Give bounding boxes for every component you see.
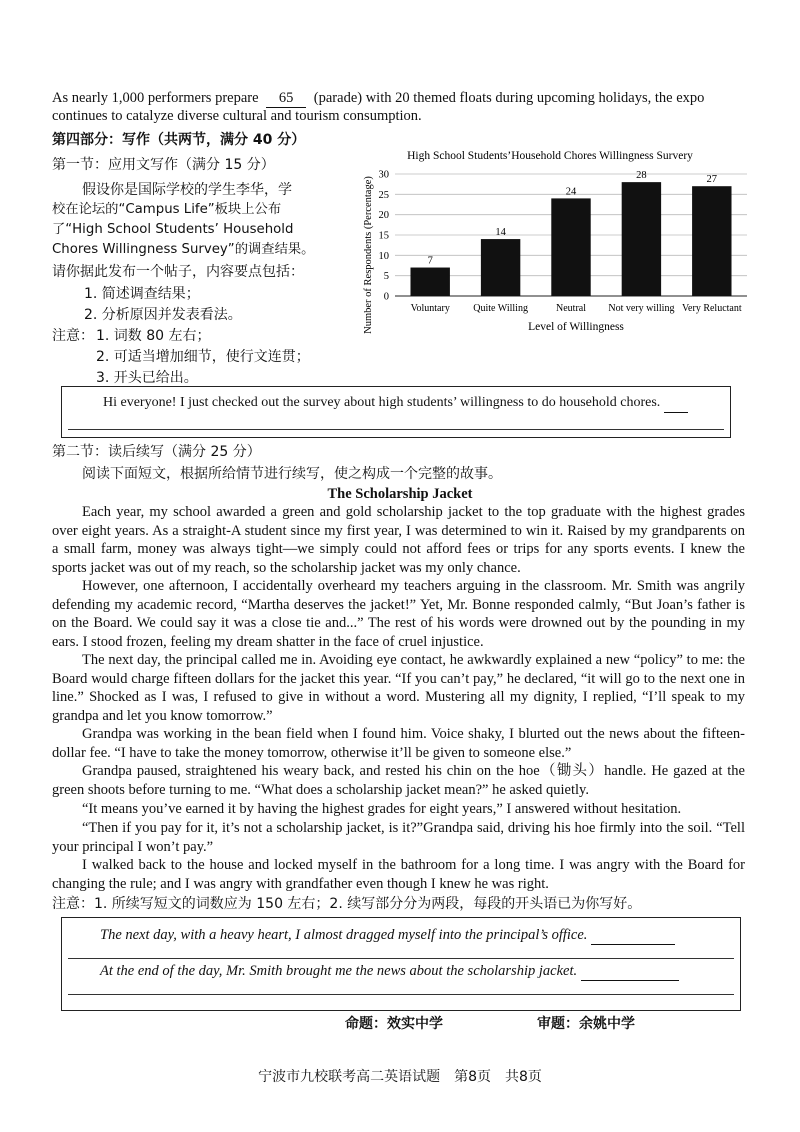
story-paragraph-8: I walked back to the house and locked myself in the bathroom for a long time. I was angry with the Board for changing the rule; and I was angry with grandfather even though I knew he was right. [52,857,745,892]
story-paragraph-7: “Then if you pay for it, it’s not a scholarship jacket, is it?”Grandpa said, driving his hoe firmly into the soil. “Tell your principal I won’t pay.” [52,820,745,855]
chart-data-label: 7 [427,255,433,267]
continuation-1-text: The next day, with a heavy heart, I almost dragged myself into the principal’s office. [100,927,588,943]
answer-blank [266,89,306,108]
chart-x-axis-label: Level of Willingness [528,321,624,333]
chart-y-tick-label: 30 [378,169,389,181]
intro-text-after: (parade) with 20 themed floats during upcoming holidays, the expo [313,90,705,106]
chart-y-tick-label: 20 [378,210,389,222]
intro-text-before: As nearly 1,000 performers prepare [52,90,259,106]
chart-bar [481,239,520,296]
point-2: 2. 分析原因并发表看法。 [84,307,242,323]
reviewer-credit: 审题：余姚中学 [537,1016,635,1032]
intro-line-2: continues to catalyze diverse cultural and tourism consumption. [52,108,422,124]
answer-rule-3 [68,994,734,995]
chart-x-tick-label: Very Reluctant [681,303,742,314]
chart-y-tick-label: 25 [378,189,389,201]
answer-rule-1 [68,429,724,430]
point-1: 1. 简述调查结果； [84,286,200,302]
answer-start-blank [664,394,688,413]
chart-data-label: 27 [706,174,718,186]
story-paragraph-5: Grandpa paused, straightened his weary back, and rested his chin on the hoe（锄头）handle. He gazed at the green shoots before turning to me. “What does a scholarship jacket mean?” he asked quietly. [52,763,745,798]
chart-y-tick-label: 0 [383,291,389,303]
writing-answer-box-2[interactable] [61,917,741,1011]
chart-x-tick-label: Quite Willing [473,303,528,314]
setter-credit: 命题：效实中学 [345,1016,443,1032]
story-title: The Scholarship Jacket [327,486,473,502]
note-1: 1. 词数 80 左右； [96,328,211,344]
continuation-1-blank [591,926,675,945]
chart-y-tick-label: 10 [378,250,389,262]
task-line-4: Chores Willingness Survey”的调查结果。 [52,242,315,257]
section2-notes: 注意：1. 所续写短文的词数应为 150 左右；2. 续写部分分为两段，每段的开头语已为你写好。 [52,896,642,912]
chart-x-ticks [411,303,742,314]
chart-bar [692,186,731,296]
chart-data-label: 24 [565,186,577,198]
chart-x-tick-label: Voluntary [410,303,450,314]
section2-instruction: 阅读下面短文，根据所给情节进行续写，使之构成一个完整的故事。 [82,466,502,482]
chart-bars [410,182,731,296]
survey-bar-chart [355,140,755,340]
story-paragraph-3: The next day, the principal called me in. Avoiding eye contact, he awkwardly explained a new “policy” to me: the Board would charge fifteen dollars for the jacket this year. “If you can’t pay,” he declared, “it will go to the next one in line.” Shocked as I was, I refused to give in without a word. Mustering all my dignity, I replied, “I’ll speak to my grandpa and let you know tomorrow.” [52,652,745,724]
story-paragraph-4: Grandpa was working in the bean field when I found him. Voice shaky, I blurted out the news about the fifteen-dollar fee. “I have to take the money tomorrow, otherwise it’ll be given to someone else.” [52,726,745,761]
continuation-2-blank [581,962,679,981]
chart-title: High School Students’Household Chores Willingness Survery [407,150,693,162]
note-3: 3. 开头已给出。 [96,370,198,386]
chart-x-tick-label: Not very willing [608,303,675,314]
continuation-line-1 [100,926,675,945]
story-paragraph-1: Each year, my school awarded a green and gold scholarship jacket to the top graduate with the highest grades over eight years. As a straight-A student since my first year, I was determined to win it. Raised by my grandparents on a small farm, money was always tight—we simply could not afford fees or trips for any sports events. I knew the sports jacket was out of my reach, so the scholarship jacket was my only chance. [52,504,745,576]
answer-rule-2 [68,958,734,959]
answer-start-text: Hi everyone! I just checked out the survey about high students’ willingness to do household chores. [103,395,661,410]
section2-heading: 第二节：读后续写（满分 25 分） [52,444,261,460]
continuation-2-text: At the end of the day, Mr. Smith brought me the news about the scholarship jacket. [100,963,578,979]
chart-y-ticks [379,170,390,303]
answer-start-line [103,394,688,413]
chart-x-tick-label: Neutral [556,303,586,314]
task-line-2: 校在论坛的“Campus Life”板块上公布 [52,202,282,217]
chart-data-label: 28 [636,170,647,182]
section1-heading: 第一节：应用文写作（满分 15 分） [52,157,275,173]
note-2: 2. 可适当增加细节，使行文连贯； [96,349,310,365]
chart-bar [551,198,590,296]
notes-label: 注意： [52,328,94,344]
chart-bar [622,182,661,296]
part4-heading: 第四部分：写作（共两节，满分 40 分） [52,132,306,148]
chart-y-tick-label: 15 [378,230,389,242]
intro-line-1 [52,89,704,108]
chart-data-label: 14 [495,227,506,239]
task-line-5: 请你据此发布一个帖子，内容要点包括： [52,264,304,280]
continuation-line-2 [100,962,679,981]
chart-bar [410,268,449,296]
writing-answer-box-1[interactable] [61,386,731,438]
task-line-1: 假设你是国际学校的学生李华，学 [82,182,292,198]
chart-y-tick-label: 5 [383,271,389,283]
page-footer: 宁波市九校联考高二英语试题 第8页 共8页 [258,1069,542,1085]
answer-value: 65 [278,90,294,106]
task-line-3: 了“High School Students’ Household [52,222,294,237]
story-paragraph-2: However, one afternoon, I accidentally overheard my teachers arguing in the classroom. Mr. Smith was angrily defending my academic record, “Martha deserves the jacket!” Yet, Mr. Bonne responded calmly, “But Joan’s father is on the Board. We could say it was a close tie and...” The rest of his words were drowned out by the pounding in my ears. I stood frozen, feeling my dream shatter in the face of cruel injustice. [52,578,745,650]
story-paragraph-6: “It means you’ve earned it by having the highest grades for eight years,” I answered without hesitation. [82,801,682,817]
chart-y-axis-label: Number of Respondents (Percentage) [363,176,374,334]
